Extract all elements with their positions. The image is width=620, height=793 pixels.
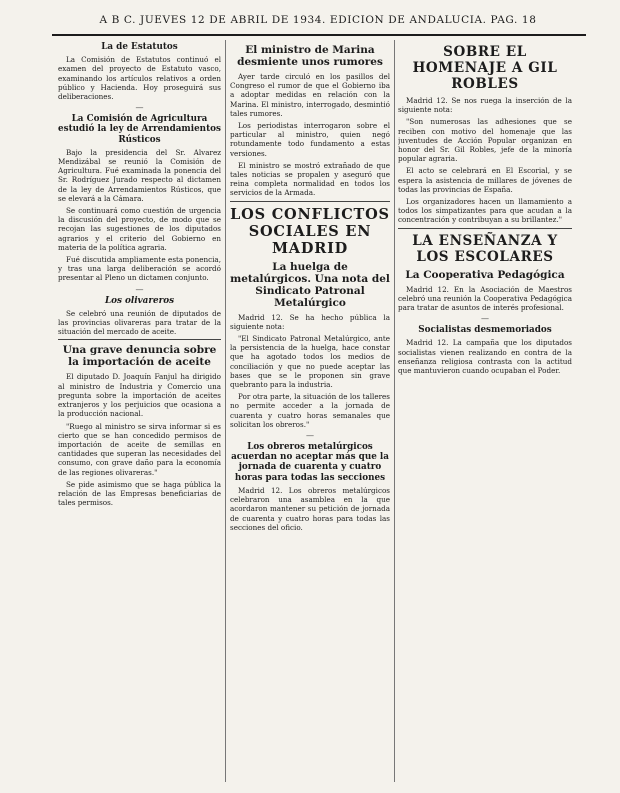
article-paragraph: El diputado D. Joaquín Fanjul ha dirigido al ministro de Industria y Comercio una pregunta sobre la importación de aceites extranjeros y los perjuicios que ocasiona a la producción nacional. xyxy=(58,372,221,419)
article-paragraph: El ministro se mostró extrañado de que tales noticias se propalen y aseguró que reina completa normalidad en todos los servicios de la Armada. xyxy=(230,160,390,198)
article-paragraph: Por otra parte, la situación de los talleres no permite acceder a la jornada de cuarenta y cuatro horas semanales que solicitan los obreros." xyxy=(230,392,390,429)
separator: — xyxy=(306,431,314,441)
separator: — xyxy=(481,314,489,324)
column-divider xyxy=(225,40,226,782)
article-heading: La Comisión de Agricultura estudió la ley de Arrendamientos Rústicos xyxy=(58,114,221,145)
article-paragraph: "Ruego al ministro se sirva informar si es cierto que se han concedido permisos de importación de aceite de semillas en cantidades que superan las necesidades del consumo, con grave daño para la economía de las regiones olivareras." xyxy=(58,421,221,477)
article-heading: Los obreros metalúrgicos acuerdan no aceptar más que la jornada de cuarenta y cuatro horas para todas las secciones xyxy=(231,442,389,483)
section-rule xyxy=(230,201,390,202)
column-divider xyxy=(394,40,395,782)
article-paragraph: Se continuará como cuestión de urgencia la discusión del proyecto, de modo que se recojan las sugestiones de los diputados agrarios y el criterio del Gobierno en materia de la política agraria. xyxy=(58,206,221,252)
article-heading: Socialistas desmemoriados xyxy=(418,325,552,336)
section-rule xyxy=(398,228,572,229)
article-paragraph: Madrid 12. Se ha hecho pública la siguiente nota: xyxy=(230,312,390,331)
separator: — xyxy=(135,284,144,294)
article-paragraph: Madrid 12. Se nos ruega la inserción de la siguiente nota: xyxy=(398,96,572,115)
article-paragraph: Se pide asimismo que se haga pública la relación de las Empresas beneficiarias de tales permisos. xyxy=(58,479,221,508)
section-headline: LOS CONFLICTOS SOCIALES EN MADRID xyxy=(230,205,390,257)
article-headline: Una grave denuncia sobre la importación de aceite xyxy=(62,344,217,369)
separator: — xyxy=(135,103,144,113)
article-heading: La de Estatutos xyxy=(101,42,178,52)
article-paragraph: Madrid 12. En la Asociación de Maestros celebró una reunión la Cooperativa Pedagógica para tratar de asuntos de interés profesional. xyxy=(398,284,572,313)
article-paragraph: Bajo la presidencia del Sr. Alvarez Mendizábal se reunió la Comisión de Agricultura. Fué examinada la ponencia del Sr. Rodríguez Jurado respecto al dictamen de la ley de Arrendamientos Rústicos, que se elevará a la Cámara. xyxy=(58,147,221,203)
article-paragraph: Ayer tarde circuló en los pasillos del Congreso el rumor de que el Gobierno iba a adoptar medidas en relación con la Marina. El ministro, interrogado, desmintió tales rumores. xyxy=(230,72,390,118)
article-paragraph: "El Sindicato Patronal Metalúrgico, ante la persistencia de la huelga, hace constar que ha agotado todos los medios de conciliación y que no puede aceptar las bases que se le proponen sin grave quebranto para la industria. xyxy=(230,334,390,390)
article-paragraph: El acto se celebrará en El Escorial, y se espera la asistencia de millares de jóvenes de todas las provincias de España. xyxy=(398,166,572,194)
article-headline: La huelga de metalúrgicos. Una nota del Sindicato Patronal Metalúrgico xyxy=(230,260,390,309)
article-paragraph: Madrid 12. La campaña que los diputados socialistas vienen realizando en contra de la enseñanza religiosa contrasta con la actitud que mantuvieron cuando ocupaban el Poder. xyxy=(398,338,572,376)
article-paragraph: Madrid 12. Los obreros metalúrgicos celebraron una asamblea en la que acordaron mantener su petición de jornada de cuarenta y cuatro horas para todas las secciones del oficio. xyxy=(230,485,390,532)
article-paragraph: Los organizadores hacen un llamamiento a todos los simpatizantes para que acudan a la concentración y contribuyan a su brillantez." xyxy=(398,197,572,225)
header-rule xyxy=(52,34,586,36)
column-right xyxy=(398,40,572,782)
article-paragraph: Los periodistas interrogaron sobre el particular al ministro, quien negó rotundamente todo fundamento a estas versiones. xyxy=(230,121,390,158)
section-rule xyxy=(58,339,221,340)
article-headline: El ministro de Marina desmiente unos rumores xyxy=(237,44,383,68)
column-center xyxy=(230,40,390,782)
column-left xyxy=(58,40,221,782)
article-headline: La Cooperativa Pedagógica xyxy=(405,268,565,281)
section-headline: LA ENSEÑANZA Y LOS ESCOLARES xyxy=(412,232,558,265)
section-headline: SOBRE EL HOMENAJE A GIL ROBLES xyxy=(412,44,558,92)
page-header: A B C. JUEVES 12 DE ABRIL DE 1934. EDICION DE ANDALUCIA. PAG. 18 xyxy=(99,14,537,26)
article-paragraph: Se celebró una reunión de diputados de las provincias olivareras para tratar de la situación del mercado de aceite. xyxy=(58,308,221,337)
article-heading: Los olivareros xyxy=(104,295,175,306)
article-paragraph: Fué discutida ampliamente esta ponencia, y tras una larga deliberación se acordó presentar al Pleno un dictamen conjunto. xyxy=(58,255,221,283)
article-paragraph: La Comisión de Estatutos continuó el examen del proyecto de Estatuto vasco, examinando los artículos relativos a orden público y Hacienda. Hoy proseguirá sus deliberaciones. xyxy=(58,55,221,102)
article-paragraph: "Son numerosas las adhesiones que se reciben con motivo del homenaje que las juventudes de Acción Popular organizan en honor del Sr. Gil Robles, jefe de la minoría popular agraria. xyxy=(398,117,572,164)
